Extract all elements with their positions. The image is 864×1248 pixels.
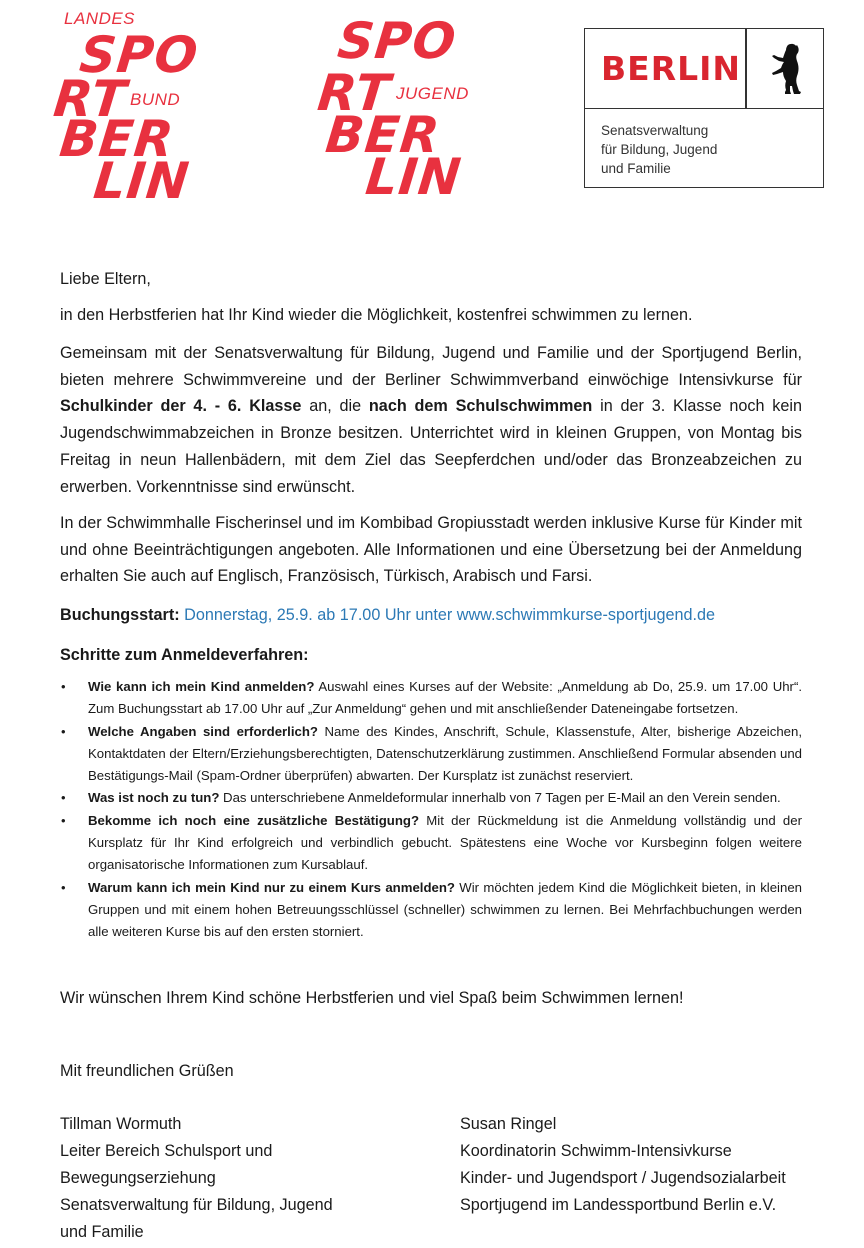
signatory-title-line: Bewegungserziehung xyxy=(60,1169,216,1187)
logo-text: JUGEND xyxy=(396,84,469,103)
step-answer: Mit der Rückmeldung ist die Anmeldung vollständig und der Kursplatz für Ihr Kind erfolgreich und verbindlich gebucht. Spätestens eine Woche vor Kursbeginn folgen weitere organisatorische Informationen zum Kursablauf. xyxy=(88,812,802,873)
inclusive-courses-paragraph: In der Schwimmhalle Fischerinsel und im Kombibad Gropiusstadt werden inklusive Kurse für Kinder mit und ohne Beeinträchtigungen angeboten. Alle Informationen und eine Übersetzung bei der Anmeldung erhalten Sie auch auf Englisch, Französisch, Türkisch, Arabisch und Farsi. xyxy=(60,514,802,586)
signatory-title-line: Sportjugend im Landessportbund Berlin e.V. xyxy=(460,1196,777,1214)
signature-block-left xyxy=(60,1111,333,1246)
logo-text: SPO xyxy=(334,12,460,70)
logo-divider xyxy=(745,29,747,109)
berlin-bear-icon xyxy=(761,41,811,97)
logo-header xyxy=(585,29,823,109)
steps-heading: Schritte zum Anmeldeverfahren: xyxy=(60,646,309,664)
logo-text: LIN xyxy=(362,148,465,206)
step-question: Was ist noch zu tun? xyxy=(88,790,220,806)
booking-label: Buchungsstart: xyxy=(60,606,180,624)
list-item xyxy=(60,810,802,877)
logo-text: RT xyxy=(314,64,394,122)
bullet-icon: • xyxy=(61,679,66,694)
condition-emphasis: nach dem Schulschwimmen xyxy=(368,397,593,416)
bullet-icon: • xyxy=(61,723,66,739)
logo-text: BER xyxy=(56,110,177,168)
greeting: Liebe Eltern, xyxy=(60,270,151,288)
berlin-wordmark: BERLIN xyxy=(601,49,742,88)
signature-block-right xyxy=(460,1111,786,1219)
step-question: Bekomme ich noch eine zusätzliche Bestätigung? xyxy=(88,812,420,828)
paragraph-text: in der 3. Klasse noch kein Jugendschwimmabzeichen in Bronze besitzen. Unterrichtet wird in kleinen Gruppen, von Montag bis Freitag in neun Hallenbädern, mit dem Ziel das Seepferdchen und/oder das Bronzeabzeichen zu erwerben. Vorkenntnisse sind erwünscht. xyxy=(60,397,802,496)
senat-subtitle xyxy=(601,121,717,178)
step-answer: Das unterschriebene Anmeldeformular innerhalb von 7 Tagen per E-Mail an den Verein senden. xyxy=(219,790,781,806)
signatory-name: Tillman Wormuth xyxy=(60,1115,182,1133)
list-item xyxy=(60,877,802,944)
logo-text: SPO xyxy=(76,26,202,84)
logo-text: BER xyxy=(322,106,443,164)
berlin-senat-logo xyxy=(584,28,824,188)
step-answer: Wir möchten jedem Kind die Möglichkeit bieten, in kleinen Gruppen und mit einem hohen Betreuungsschlüssel (schneller) schwimmen zu lernen. Bei Mehrfachbuchungen werden alle weiteren Kurse bis auf den ersten storniert. xyxy=(88,879,802,940)
booking-start xyxy=(60,602,802,629)
step-answer: Name des Kindes, Anschrift, Schule, Klassenstufe, Alter, bisherige Abzeichen, Kontaktdaten der Eltern/Erziehungsberechtigten, Datenschutzerklärung zustimmen. Anschließend Formular absenden und Bestätigungs-Mail (Spam-Ordner überprüfen) abwarten. Der Kursplatz ist zunächst reserviert. xyxy=(88,723,803,784)
regards: Mit freundlichen Grüßen xyxy=(60,1062,234,1080)
step-answer: Auswahl eines Kurses auf der Website: „Anmeldung ab Do, 25.9. um 17.00 Uhr“. Zum Buchungsstart ab 17.00 Uhr auf „Zur Anmeldung“ gehen und mit anschließender Dateneingabe fortsetzen. xyxy=(88,679,802,717)
course-description-paragraph xyxy=(60,340,802,500)
logo-text: RT xyxy=(50,70,130,128)
landessportbund-berlin-logo xyxy=(50,8,222,210)
senat-subtitle-line: und Familie xyxy=(601,161,671,176)
bullet-icon: • xyxy=(61,790,66,806)
paragraph-text: Gemeinsam mit der Senatsverwaltung für Bildung, Jugend und Familie und der Sportjugend Berlin, bieten mehrere Schwimmvereine und der Berliner Schwimmverband einwöchige Intensivkurse für xyxy=(60,344,802,389)
intro-paragraph: in den Herbstferien hat Ihr Kind wieder die Möglichkeit, kostenfrei schwimmen zu lernen. xyxy=(60,306,693,324)
logo-text: BUND xyxy=(130,90,181,109)
signatory-title-line: Kinder- und Jugendsport / Jugendsozialarbeit xyxy=(460,1169,786,1187)
list-item xyxy=(60,676,802,721)
signatory-title-line: Koordinatorin Schwimm-Intensivkurse xyxy=(460,1142,732,1160)
signatory-title-line: und Familie xyxy=(60,1223,144,1241)
logo-text: LIN xyxy=(90,152,193,210)
closing-wish: Wir wünschen Ihrem Kind schöne Herbstferien und viel Spaß beim Schwimmen lernen! xyxy=(60,989,684,1007)
paragraph-text: an, die xyxy=(301,397,369,416)
senat-subtitle-line: Senatsverwaltung xyxy=(601,123,709,138)
list-item xyxy=(60,787,802,809)
signatory-name: Susan Ringel xyxy=(460,1115,557,1133)
bullet-icon: • xyxy=(61,879,66,895)
booking-link[interactable]: www.schwimmkurse-sportjugend.de xyxy=(456,606,715,624)
list-item xyxy=(60,721,802,788)
step-question: Wie kann ich mein Kind anmelden? xyxy=(88,679,315,694)
senat-subtitle-line: für Bildung, Jugend xyxy=(601,142,718,157)
sportjugend-berlin-logo xyxy=(314,12,496,206)
step-question: Welche Angaben sind erforderlich? xyxy=(88,723,318,739)
signatory-title-line: Leiter Bereich Schulsport und xyxy=(60,1142,273,1160)
step-question: Warum kann ich mein Kind nur zu einem Kurs anmelden? xyxy=(88,879,455,895)
signatory-title-line: Senatsverwaltung für Bildung, Jugend xyxy=(60,1196,333,1214)
steps-list xyxy=(60,676,802,944)
bullet-icon: • xyxy=(61,812,66,828)
logo-text: LANDES xyxy=(64,9,136,28)
booking-date: Donnerstag, 25.9. ab 17.00 Uhr unter xyxy=(179,606,457,624)
target-group-emphasis: Schulkinder der 4. - 6. Klasse xyxy=(60,397,302,416)
